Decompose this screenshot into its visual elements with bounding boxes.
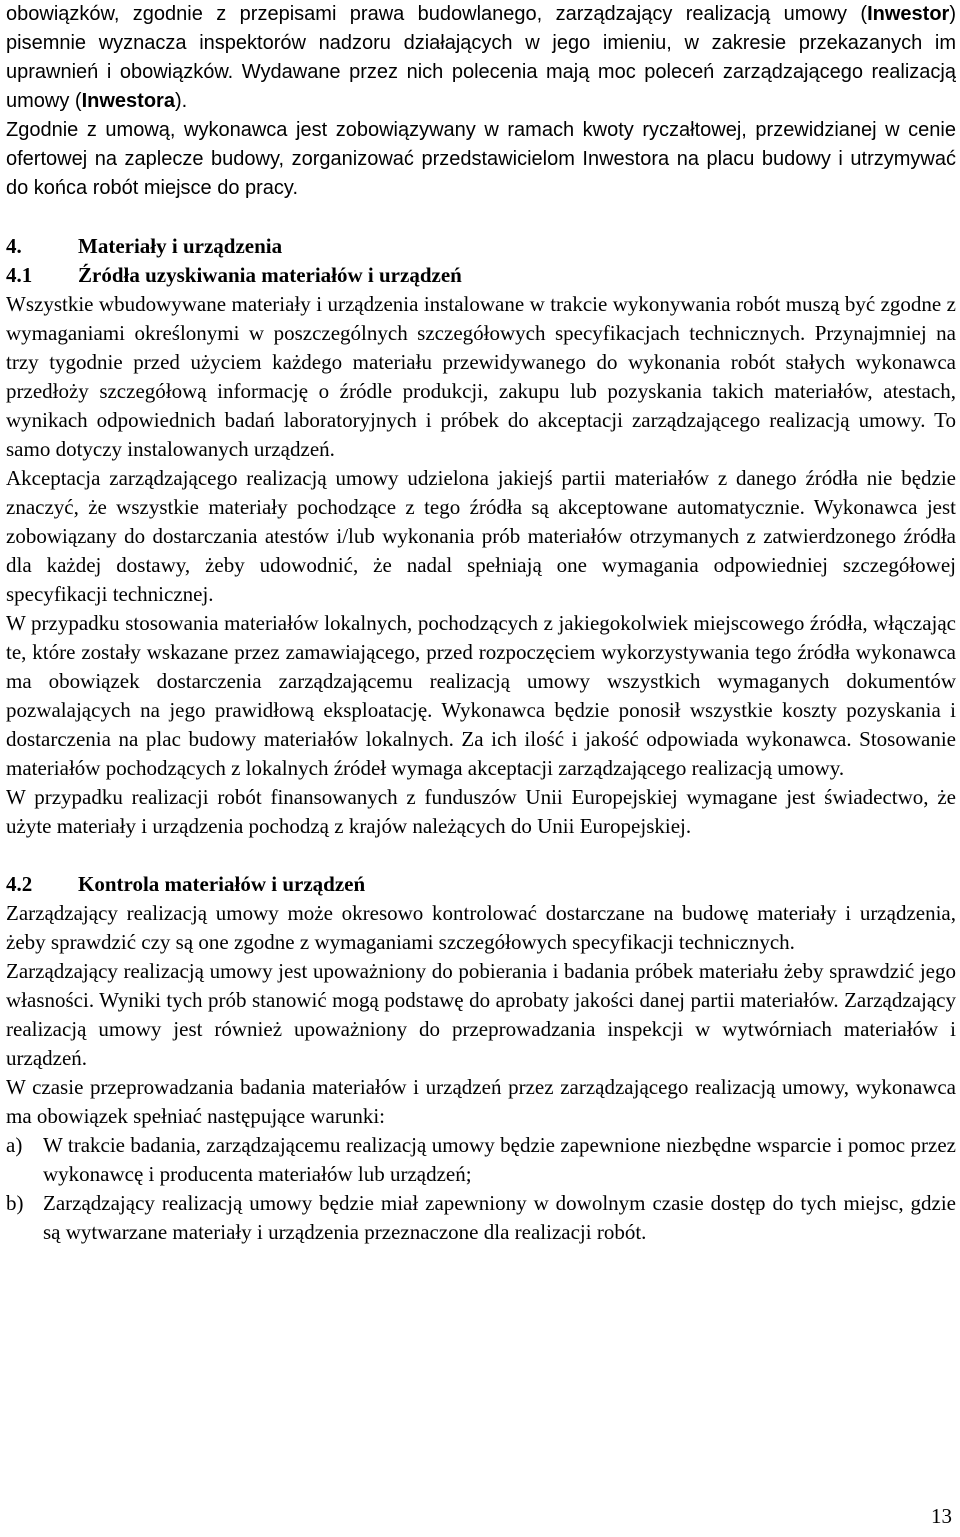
paragraph: Zarządzający realizacją umowy jest upoważniony do pobierania i badania próbek materiału żeby sprawdzić jego własności. Wyniki tych prób stanowić mogą podstawę do aprobaty jakości danej partii materiałów. Zarządzający realizacją umowy jest również upoważniony do przeprowadzania inspekcji w wytwórniach materiałów i urządzeń. (6, 959, 956, 1070)
list-item (6, 1189, 956, 1247)
section-number: 4.2 (6, 872, 33, 896)
paragraph: Akceptacja zarządzającego realizacją umowy udzielona jakiejś partii materiałów z danego źródła nie będzie znaczyć, że wszystkie materiały pochodzące z tego źródła są akceptowane automatycznie. Wykonawca jest zobowiązany do dostarczania atestów i/lub wykonania prób materiałów otrzymanych z zatwierdzonego źródła dla każdej dostawy, żeby udowodnić, że nadal spełniają one wymagania odpowiedniej szczegółowej specyfikacji technicznej. (6, 466, 956, 606)
paragraph: W przypadku stosowania materiałów lokalnych, pochodzących z jakiegokolwiek miejscowego źródła, włączając te, które zostały wskazane przez zamawiającego, przed rozpoczęciem wykorzystywania tego źródła wykonawca ma obowiązek dostarczenia zarządzającemu realizacją umowy wszystkich wymaganych dokumentów pozwalających na jego prawidłową eksploatację. Wykonawca będzie ponosił wszystkie koszty pozyskania i dostarczenia na plac budowy materiałów lokalnych. Za ich ilość i jakość odpowiada wykonawca. Stosowanie materiałów pochodzących z lokalnych źródeł wymaga akceptacji zarządzającego realizacją umowy. (6, 611, 956, 780)
section-title: Źródła uzyskiwania materiałów i urządzeń (78, 263, 462, 287)
intro-text: ) pisemnie wyznacza inspektorów nadzoru działających w jego imieniu, w zakresie przekazanych im uprawnień i obowiązków. Wydawane przez nich polecenia mają moc poleceń zarządzającego realizacją umowy ( (6, 3, 956, 112)
investor-term: Inwestora (81, 90, 175, 112)
section-title: Kontrola materiałów i urządzeń (78, 872, 366, 896)
intro-text: obowiązków, zgodnie z przepisami prawa budowlanego, zarządzający realizacją umowy ( (6, 3, 868, 25)
section-number: 4. (6, 234, 22, 258)
list-item-text: W trakcie badania, zarządzającemu realizacją umowy będzie zapewnione niezbędne wsparcie i pomoc przez wykonawcę i producenta materiałów lub urządzeń; (43, 1133, 956, 1186)
intro-paragraph-2: Zgodnie z umową, wykonawca jest zobowiązywany w ramach kwoty ryczałtowej, przewidzianej w cenie ofertowej na zaplecze budowy, zorganizować przedstawicielom Inwestora na placu budowy i utrzymywać do końca robót miejsce do pracy. (6, 119, 956, 199)
list-item-label: a) (6, 1133, 23, 1157)
document-page (6, 0, 956, 1247)
section-4-heading (6, 232, 956, 261)
paragraph: Zarządzający realizacją umowy może okresowo kontrolować dostarczane na budowę materiały i urządzenia, żeby sprawdzić czy są one zgodne z wymaganiami szczegółowych specyfikacji technicznych. (6, 901, 956, 954)
section-title: Materiały i urządzenia (78, 234, 283, 258)
intro-paragraph-1 (6, 0, 956, 116)
investor-term: Inwestor (867, 3, 950, 25)
list-item-text: Zarządzający realizacją umowy będzie miał zapewniony w dowolnym czasie dostęp do tych miejsc, gdzie są wytwarzane materiały i urządzenia przeznaczone dla realizacji robót. (43, 1191, 956, 1244)
paragraph: W przypadku realizacji robót finansowanych z funduszów Unii Europejskiej wymagane jest świadectwo, że użyte materiały i urządzenia pochodzą z krajów należących do Unii Europejskiej. (6, 785, 956, 838)
intro-text: ). (174, 90, 188, 112)
section-4-1-heading (6, 261, 956, 290)
section-4-2-heading (6, 870, 956, 899)
list-item-label: b) (6, 1191, 24, 1215)
paragraph: W czasie przeprowadzania badania materiałów i urządzeń przez zarządzającego realizacją umowy, wykonawca ma obowiązek spełniać następujące warunki: (6, 1075, 956, 1128)
page-number: 13 (931, 1504, 952, 1528)
section-number: 4.1 (6, 263, 33, 287)
list-item (6, 1131, 956, 1189)
paragraph: Wszystkie wbudowywane materiały i urządzenia instalowane w trakcie wykonywania robót muszą być zgodne z wymaganiami określonymi w poszczególnych szczegółowych specyfikacjach technicznych. Przynajmniej na trzy tygodnie przed użyciem każdego materiału przewidywanego do wykonania robót stałych wykonawca przedłoży szczegółową informację o źródle produkcji, zakupu lub pozyskania takich materiałów, atestach, wynikach odpowiednich badań laboratoryjnych i próbek do akceptacji zarządzającego realizacją umowy. To samo dotyczy instalowanych urządzeń. (6, 292, 956, 461)
